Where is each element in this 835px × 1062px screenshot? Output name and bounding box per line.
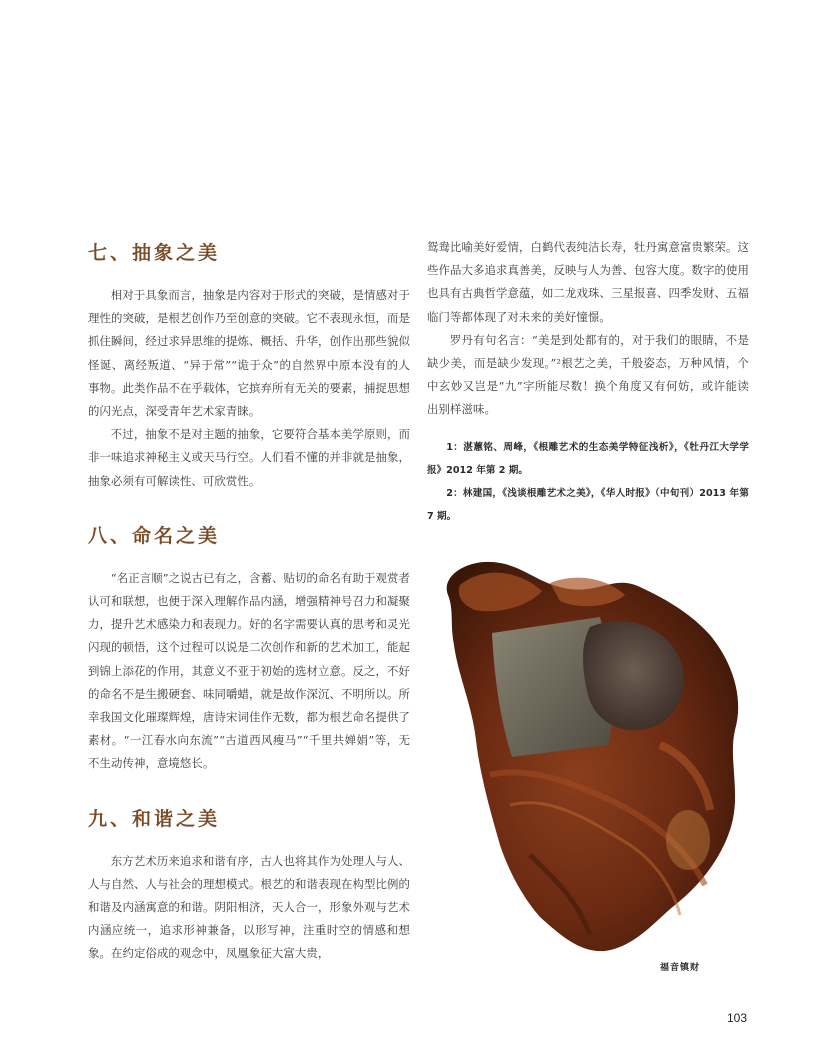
left-column xyxy=(88,236,410,966)
right-column xyxy=(427,236,749,528)
section-9-paragraph-1: 东方艺术历来追求和谐有序，古人也将其作为处理人与人、人与自然、人与社会的理想模式。根艺的和谐表现在构型比例的和谐及内涵寓意的和谐。阴阳相济，天人合一，形象外观与艺术内涵应统一，追求形神兼备，以形写神，注重时空的情感和想象。在约定俗成的观念中，凤凰象征大富大贵， xyxy=(88,853,410,961)
section-8-heading: 八、命名之美 xyxy=(88,524,221,547)
section-7-paragraph-1: 相对于具象而言，抽象是内容对于形式的突破，是情感对于理性的突破，是根艺创作乃至创意的突破。它不表现永恒，而是抓住瞬间，经过求异思维的提炼、概括、升华，创作出那些貌似怪诞、离经叛道、“异于常”“诡于众”的自然界中原本没有的人事物。此类作品不在乎载体，它摈弃所有无关的要素，捕捉思想的闪光点，深受青年艺术家青睐。 xyxy=(88,288,410,419)
rodin-quote-paragraph: 罗丹有句名言：“美是到处都有的，对于我们的眼睛，不是缺少美，而是缺少发现。”²根艺之美，千般姿态，万种风情，个中玄妙又岂是“九”字所能尽数！换个角度又有何妨，或许能读出别样滋味。 xyxy=(427,332,749,417)
footnote-2: 2：林建国，《浅谈根雕艺术之美》，《华人时报》（中旬刊）2013 年第 7 期。 xyxy=(427,487,749,522)
root-carving-illustration xyxy=(430,555,752,955)
section-8-paragraph-1: “名正言顺”之说古已有之，含蓄、贴切的命名有助于观赏者认可和联想，也便于深入理解作品内涵，增强精神号召力和凝聚力，提升艺术感染力和表现力。好的名字需要认真的思考和灵光闪现的顿悟，这个过程可以说是二次创作和新的艺术加工，能起到锦上添花的作用，其意义不亚于初始的选材立意。反之，不好的命名不是生搬硬套、味同嚼蜡，就是故作深沉、不明所以。所幸我国文化璀璨辉煌，唐诗宋词佳作无数，都为根艺命名提供了素材。“一江春水向东流”“古道西风瘦马”“千里共婵娟”等，无不生动传神，意境悠长。 xyxy=(88,570,410,771)
root-carving-photo xyxy=(430,555,752,955)
section-9-continuation: 鸳鸯比喻美好爱情，白鹤代表纯洁长寿，牡丹寓意富贵繁荣。这些作品大多追求真善美，反映与人为善、包容大度。数字的使用也具有古典哲学意蕴，如二龙戏珠、三星报喜、四季发财、五福临门等都体现了对未来的美好憧憬。 xyxy=(427,240,749,324)
page-number: 103 xyxy=(727,1011,748,1025)
section-7-paragraph-2: 不过，抽象不是对主题的抽象，它要符合基本美学原则，而非一味追求神秘主义或天马行空。人们看不懂的并非就是抽象，抽象必须有可解读性、可欣赏性。 xyxy=(88,427,410,488)
figure-caption: 福音镇财 xyxy=(660,963,701,973)
section-7-heading: 七、抽象之美 xyxy=(88,242,221,264)
footnote-1: 1：湛蕙铭、周峰，《根雕艺术的生态美学特征浅析》，《牡丹江大学学报》2012 年第 2 期。 xyxy=(427,441,749,476)
section-9-heading: 九、和谐之美 xyxy=(88,807,221,830)
